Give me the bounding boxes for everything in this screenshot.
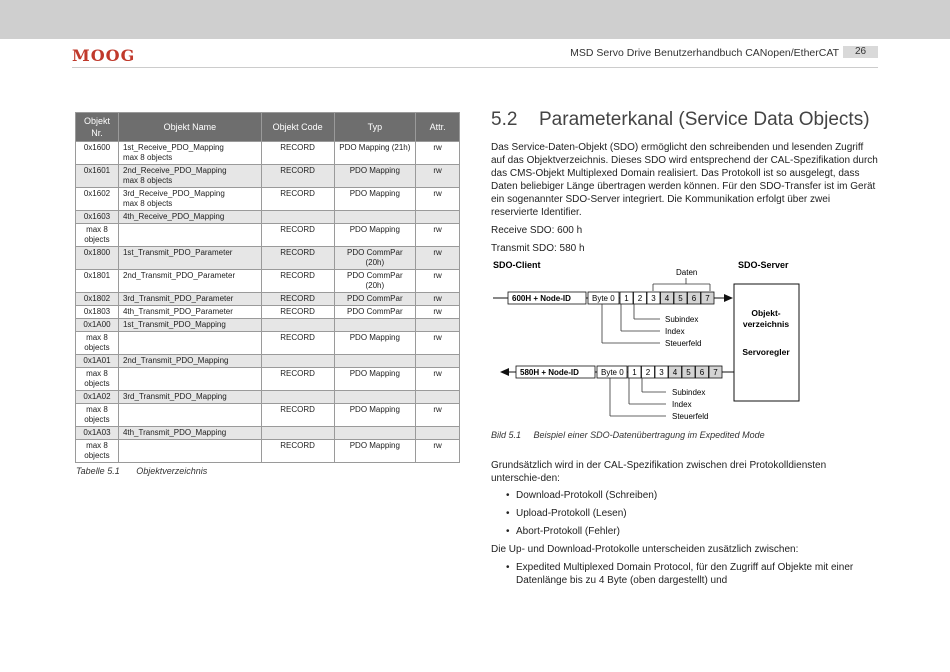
cell-code	[261, 355, 334, 368]
cell-name	[118, 211, 261, 224]
cell-name	[118, 404, 261, 427]
cell-nr	[76, 270, 119, 293]
table-row	[76, 355, 460, 368]
cell-attr-text: rw	[433, 189, 442, 198]
cell-attr-text: rw	[433, 405, 442, 414]
cell-attr	[416, 211, 460, 224]
cell-typ	[334, 165, 416, 188]
table-row	[76, 142, 460, 165]
cell-typ-text: PDO Mapping	[349, 369, 400, 378]
cell-name	[118, 391, 261, 404]
cell-nr-text: 0x1803	[83, 307, 111, 316]
cell-name-text: 3rd_Transmit_PDO_Parameter	[122, 294, 234, 303]
section-title: Parameterkanal (Service Data Objects)	[539, 109, 870, 130]
cell-attr	[416, 427, 460, 440]
cell-code	[261, 165, 334, 188]
table-row	[76, 211, 460, 224]
receive-sdo: Receive SDO: 600 h	[491, 225, 583, 236]
cell-code-text: RECORD	[280, 369, 315, 378]
table-row	[76, 391, 460, 404]
cell-name	[118, 224, 261, 247]
cell-nr-text: max 8	[86, 405, 108, 414]
rx-byte0: Byte 0	[601, 368, 624, 377]
cell-nr-text: 0x1602	[83, 189, 111, 198]
cell-typ-text: PDO Mapping	[349, 225, 400, 234]
header-objekt-code: Objekt Code	[261, 113, 334, 142]
bullet-text: Abort-Protokoll (Fehler)	[516, 526, 620, 537]
cell-code	[261, 293, 334, 306]
cell-nr-text: 0x1600	[83, 143, 111, 152]
tx-steuerfeld-label: Steuerfeld	[665, 339, 702, 348]
cell-typ-text: PDO CommPar	[347, 307, 403, 316]
cell-code	[261, 211, 334, 224]
objekt-line1: Objekt-	[751, 308, 781, 318]
cell-code-text: RECORD	[280, 271, 315, 280]
servoregler-label: Servoregler	[742, 347, 790, 357]
cell-name-text: 4th_Receive_PDO_Mapping	[122, 212, 225, 221]
cell-name-text: 1st_Transmit_PDO_Mapping	[122, 320, 226, 329]
bullet-icon: •	[506, 490, 510, 501]
cell-nr-text: objects	[84, 451, 110, 460]
cell-name-text: 2nd_Transmit_PDO_Mapping	[122, 356, 229, 365]
header-attr: Attr.	[416, 113, 460, 142]
bullet-text: Download-Protokoll (Schreiben)	[516, 490, 658, 501]
rx-byte-label: 6	[699, 368, 705, 377]
cell-name-text: 2nd_Transmit_PDO_Parameter	[122, 271, 236, 280]
cell-attr-text: rw	[433, 369, 442, 378]
cell-name	[118, 188, 261, 211]
moog-logo: MOOG	[72, 46, 136, 65]
cell-typ	[334, 293, 416, 306]
cell-name	[118, 332, 261, 355]
sdo-server-label: SDO-Server	[738, 260, 789, 270]
table-caption-label: Tabelle 5.1	[76, 466, 120, 476]
cell-nr-text: max 8	[86, 225, 108, 234]
cell-nr	[76, 391, 119, 404]
table-row	[76, 368, 460, 391]
cell-typ-text: PDO Mapping	[349, 189, 400, 198]
cell-attr-text: rw	[433, 166, 442, 175]
cell-name	[118, 142, 261, 165]
cell-name	[118, 165, 261, 188]
cell-attr	[416, 332, 460, 355]
cell-nr-text: 0x1A02	[83, 392, 111, 401]
figure-caption-label: Bild 5.1	[491, 430, 522, 440]
cell-nr	[76, 319, 119, 332]
cell-typ-text: PDO Mapping (21h)	[339, 143, 411, 152]
rx-byte-label: 4	[672, 368, 678, 377]
cell-typ	[334, 306, 416, 319]
rx-index-label: Index	[672, 400, 692, 409]
cell-typ	[334, 368, 416, 391]
cell-code-text: RECORD	[280, 166, 315, 175]
updown-paragraph: Die Up- und Download-Protokolle unterscheiden zusätzlich zwischen:	[491, 544, 799, 555]
cell-nr-text: 0x1A01	[83, 356, 111, 365]
cell-attr-text: rw	[433, 333, 442, 342]
cell-attr	[416, 404, 460, 427]
cell-name-text: 1st_Receive_PDO_Mapping	[122, 143, 224, 152]
cell-name-text: 4th_Transmit_PDO_Parameter	[122, 307, 233, 316]
cell-attr	[416, 270, 460, 293]
cell-name	[118, 270, 261, 293]
tx-byte-label: 4	[664, 294, 670, 303]
cell-nr-text: 0x1800	[83, 248, 111, 257]
cell-attr	[416, 355, 460, 368]
rx-steuerfeld-label: Steuerfeld	[672, 412, 709, 421]
cell-nr-text: max 8	[86, 333, 108, 342]
bullet-text: Expedited Multiplexed Domain Protocol, für den Zugriff auf Objekte mit einer Datenlänge bis zu 4 Byte (oben dargestellt) und	[516, 562, 854, 586]
cell-name-text: 3rd_Transmit_PDO_Mapping	[122, 392, 227, 401]
cell-typ-text: PDO CommPar (20h)	[347, 271, 403, 290]
cell-code	[261, 188, 334, 211]
rx-byte-label: 7	[713, 368, 718, 377]
cell-nr	[76, 293, 119, 306]
cell-nr-text: 0x1801	[83, 271, 111, 280]
cell-typ-text: PDO CommPar (20h)	[347, 248, 403, 267]
cell-typ	[334, 391, 416, 404]
daten-label: Daten	[676, 268, 698, 277]
cell-attr	[416, 306, 460, 319]
cell-typ	[334, 224, 416, 247]
table-header-row	[76, 113, 460, 142]
cell-attr	[416, 368, 460, 391]
top-band	[0, 0, 950, 39]
cell-code-text: RECORD	[280, 189, 315, 198]
rx-byte-label: 1	[632, 368, 637, 377]
cell-attr	[416, 188, 460, 211]
cell-nr-text: 0x1802	[83, 294, 111, 303]
cell-typ	[334, 355, 416, 368]
tx-byte-label: 6	[691, 294, 697, 303]
cell-name	[118, 247, 261, 270]
cell-code-text: RECORD	[280, 294, 315, 303]
figure-caption	[491, 430, 775, 440]
cell-code	[261, 404, 334, 427]
cell-name	[118, 293, 261, 306]
bullet-text: Upload-Protokoll (Lesen)	[516, 508, 627, 519]
tx-byte-label: 5	[678, 294, 683, 303]
cell-nr	[76, 247, 119, 270]
rx-subindex-label: Subindex	[672, 388, 706, 397]
cell-attr	[416, 142, 460, 165]
document-title: MSD Servo Drive Benutzerhandbuch CANopen/EtherCAT	[570, 47, 839, 59]
cell-nr-text: 0x1601	[83, 166, 111, 175]
cell-nr	[76, 165, 119, 188]
cell-typ-text: PDO Mapping	[349, 333, 400, 342]
transmit-sdo: Transmit SDO: 580 h	[491, 243, 585, 254]
cell-code	[261, 391, 334, 404]
cell-nr-text: max 8	[86, 441, 108, 450]
cell-nr-text: objects	[84, 235, 110, 244]
cell-nr	[76, 332, 119, 355]
header-objekt-nr: Objekt Nr.	[76, 113, 119, 142]
table-row	[76, 224, 460, 247]
cell-nr-text: 0x1A00	[83, 320, 111, 329]
grund-paragraph: Grundsätzlich wird in der CAL-Spezifikation zwischen drei Protokolldiensten unterschie-den:	[491, 460, 827, 484]
sdo-diagram	[488, 256, 808, 426]
tx-byte-label: 7	[705, 294, 710, 303]
cell-typ	[334, 440, 416, 463]
cell-nr	[76, 440, 119, 463]
cell-code	[261, 306, 334, 319]
cell-typ	[334, 211, 416, 224]
table-row	[76, 332, 460, 355]
object-table	[75, 112, 460, 463]
intro-paragraph: Das Service-Daten-Objekt (SDO) ermöglicht den schreibenden und lesenden Zugriff auf das Objektverzeichnis. Dieses SDO wird entsprechend der CAL-Spezifikation durch das CMS-Objekt Multiplexed Domain realisiert. Das Protokoll ist so ausgelegt, dass Daten beliebiger Länge übertragen werden können. Für den SDO-Transfer ist im Gerät ein sogenannter SDO-Server integriert. Die Kommunikation erfolgt über zwei reservierte Identifier.	[491, 142, 878, 218]
cell-attr-text: rw	[433, 225, 442, 234]
table-row	[76, 247, 460, 270]
tx-byte0: Byte 0	[592, 294, 615, 303]
cell-typ	[334, 270, 416, 293]
cell-code	[261, 224, 334, 247]
cell-nr-text: objects	[84, 379, 110, 388]
cell-code	[261, 332, 334, 355]
tx-byte-label: 2	[637, 294, 643, 303]
cell-name-text: 3rd_Receive_PDO_Mapping	[122, 189, 225, 198]
header-objekt-name: Objekt Name	[118, 113, 261, 142]
cell-nr	[76, 142, 119, 165]
cell-typ	[334, 142, 416, 165]
cell-name-text: max 8 objects	[122, 199, 173, 208]
table-row	[76, 404, 460, 427]
figure-caption-text: Beispiel einer SDO-Datenübertragung im Expedited Mode	[533, 430, 765, 440]
bullet-icon: •	[506, 526, 510, 537]
table-row	[76, 188, 460, 211]
cell-name-text: max 8 objects	[122, 153, 173, 162]
cell-name	[118, 440, 261, 463]
cell-code	[261, 142, 334, 165]
cell-attr-text: rw	[433, 441, 442, 450]
cell-code	[261, 440, 334, 463]
cell-code-text: RECORD	[280, 225, 315, 234]
cell-attr	[416, 293, 460, 306]
cell-code	[261, 270, 334, 293]
cell-typ	[334, 332, 416, 355]
cell-name-text: 2nd_Receive_PDO_Mapping	[122, 166, 227, 175]
cell-nr-text: max 8	[86, 369, 108, 378]
table-row	[76, 293, 460, 306]
cell-name	[118, 355, 261, 368]
tx-identifier: 600H + Node-ID	[512, 294, 571, 303]
cell-typ	[334, 247, 416, 270]
tx-index-label: Index	[665, 327, 685, 336]
cell-typ-text: PDO Mapping	[349, 441, 400, 450]
cell-attr-text: rw	[433, 307, 442, 316]
sdo-client-label: SDO-Client	[493, 260, 541, 270]
cell-attr-text: rw	[433, 271, 442, 280]
cell-name-text: max 8 objects	[122, 176, 173, 185]
tx-subindex-label: Subindex	[665, 315, 699, 324]
cell-attr	[416, 247, 460, 270]
table-row	[76, 270, 460, 293]
cell-nr	[76, 306, 119, 319]
table-row	[76, 319, 460, 332]
table-caption	[76, 466, 221, 476]
page-number: 26	[843, 46, 878, 58]
tx-byte-label: 1	[624, 294, 629, 303]
cell-name	[118, 306, 261, 319]
cell-name	[118, 319, 261, 332]
cell-attr	[416, 391, 460, 404]
table-row	[76, 165, 460, 188]
cell-typ-text: PDO CommPar	[347, 294, 403, 303]
rx-byte-label: 2	[645, 368, 651, 377]
table-row	[76, 440, 460, 463]
rx-identifier: 580H + Node-ID	[520, 368, 579, 377]
bullet-icon: •	[506, 508, 510, 519]
cell-nr	[76, 188, 119, 211]
cell-name-text: 1st_Transmit_PDO_Parameter	[122, 248, 233, 257]
cell-typ	[334, 319, 416, 332]
header-typ: Typ	[334, 113, 416, 142]
cell-code	[261, 427, 334, 440]
cell-nr	[76, 211, 119, 224]
bullet-icon: •	[506, 562, 510, 573]
cell-attr-text: rw	[433, 143, 442, 152]
cell-code-text: RECORD	[280, 405, 315, 414]
cell-attr-text: rw	[433, 248, 442, 257]
cell-attr	[416, 224, 460, 247]
cell-typ	[334, 404, 416, 427]
cell-typ-text: PDO Mapping	[349, 166, 400, 175]
cell-typ	[334, 427, 416, 440]
cell-nr-text: objects	[84, 343, 110, 352]
cell-attr	[416, 165, 460, 188]
cell-nr	[76, 224, 119, 247]
cell-code-text: RECORD	[280, 248, 315, 257]
section-number: 5.2	[491, 109, 518, 130]
tx-byte-label: 3	[651, 294, 656, 303]
cell-typ	[334, 188, 416, 211]
cell-nr	[76, 368, 119, 391]
rx-byte-label: 5	[686, 368, 691, 377]
cell-attr	[416, 319, 460, 332]
table-row	[76, 427, 460, 440]
table-caption-text: Objektverzeichnis	[136, 466, 208, 476]
cell-nr-text: 0x1A03	[83, 428, 111, 437]
cell-nr	[76, 404, 119, 427]
cell-code	[261, 319, 334, 332]
cell-name	[118, 368, 261, 391]
cell-code	[261, 247, 334, 270]
cell-code-text: RECORD	[280, 441, 315, 450]
cell-nr	[76, 427, 119, 440]
cell-name-text: 4th_Transmit_PDO_Mapping	[122, 428, 227, 437]
cell-code-text: RECORD	[280, 143, 315, 152]
table-row	[76, 306, 460, 319]
cell-name	[118, 427, 261, 440]
cell-code-text: RECORD	[280, 307, 315, 316]
cell-code	[261, 368, 334, 391]
objekt-line2: verzeichnis	[742, 319, 790, 329]
header-divider	[72, 67, 878, 68]
cell-typ-text: PDO Mapping	[349, 405, 400, 414]
cell-code-text: RECORD	[280, 333, 315, 342]
cell-attr	[416, 440, 460, 463]
cell-attr-text: rw	[433, 294, 442, 303]
cell-nr	[76, 355, 119, 368]
cell-nr-text: objects	[84, 415, 110, 424]
rx-byte-label: 3	[659, 368, 664, 377]
cell-nr-text: 0x1603	[83, 212, 111, 221]
